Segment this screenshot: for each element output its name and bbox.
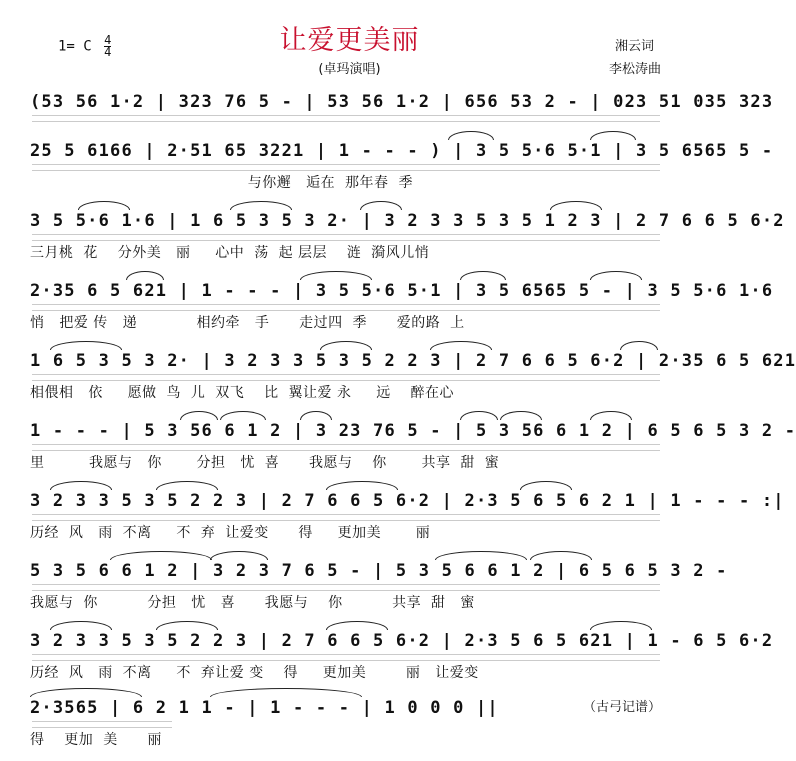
lyricist-credit: 湘云词 xyxy=(614,39,654,54)
beam-line xyxy=(32,584,660,591)
lyrics-line: 里 我愿与 你 分担 忧 喜 我愿与 你 共享 甜 蜜 xyxy=(30,455,500,471)
notation-line: 3 2 3 3 5 3 5 2 2 3 | 2 7 6 6 5 6·2 | 2·3 5 6 5 621 | 1 - 6 5 6·2 xyxy=(30,631,774,651)
beam-line xyxy=(32,654,660,661)
composer-credit: 李松涛曲 xyxy=(608,62,661,77)
song-title: 让爱更美丽 xyxy=(279,25,420,56)
beam-line xyxy=(32,115,660,122)
time-top: 4 xyxy=(104,33,112,47)
lyrics-line: 我愿与 你 分担 忧 喜 我愿与 你 共享 甜 蜜 xyxy=(30,595,475,611)
key-label: 1= C xyxy=(58,38,92,55)
notation-line: 5 3 5 6 6 1 2 | 3 2 3 7 6 5 - | 5 3 5 6 6 1 2 | 6 5 6 5 3 2 - xyxy=(30,561,728,581)
notation-line: 1 - - - | 5 3 56 6 1 2 | 3 23 76 5 - | 5 3 56 6 1 2 | 6 5 6 5 3 2 - xyxy=(30,421,796,441)
lyrics-line: 悄 把爱 传 递 相约牵 手 走过四 季 爱的路 上 xyxy=(30,315,465,331)
transcriber-credit: （古弓记谱） xyxy=(582,700,661,715)
beam-line xyxy=(32,304,660,311)
notation-line: 3 2 3 3 5 3 5 2 2 3 | 2 7 6 6 5 6·2 | 2·3 5 6 5 6 2 1 | 1 - - - :| xyxy=(30,491,785,511)
time-signature xyxy=(104,35,111,58)
time-bottom: 4 xyxy=(104,45,112,59)
lyrics-line: 历经 风 雨 不离 不 弃让爱 变 得 更加美 丽 让爱变 xyxy=(30,665,479,681)
singer-credit: (卓玛演唱) xyxy=(318,62,381,77)
lyrics-line: 与你邂 逅在 那年春 季 xyxy=(30,175,413,191)
notation-line: 25 5 6166 | 2·51 65 3221 | 1 - - - ) | 3 5 5·6 5·1 | 3 5 6565 5 - xyxy=(30,141,774,161)
notation-line: 2·3565 | 6 2 1 1 - | 1 - - - | 1 0 0 0 || xyxy=(30,698,499,718)
lyrics-line: 得 更加 美 丽 xyxy=(30,732,162,748)
beam-line xyxy=(32,721,172,728)
beam-line xyxy=(32,374,660,381)
notation-line: 1 6 5 3 5 3 2· | 3 2 3 3 5 3 5 2 2 3 | 2 7 6 6 5 6·2 | 2·35 6 5 621 xyxy=(30,351,796,371)
beam-line xyxy=(32,234,660,241)
notation-line: 2·35 6 5 621 | 1 - - - | 3 5 5·6 5·1 | 3 5 6565 5 - | 3 5 5·6 1·6 xyxy=(30,281,774,301)
notation-line: 3 5 5·6 1·6 | 1 6 5 3 5 3 2· | 3 2 3 3 5 3 5 1 2 3 | 2 7 6 6 5 6·2 xyxy=(30,211,785,231)
lyrics-line: 三月桃 花 分外美 丽 心中 荡 起 层层 涟 漪风儿悄 xyxy=(30,245,430,261)
key-signature xyxy=(58,35,111,58)
lyrics-line: 历经 风 雨 不离 不 弃 让爱变 得 更加美 丽 xyxy=(30,525,431,541)
beam-line xyxy=(32,444,660,451)
beam-line xyxy=(32,514,660,521)
lyrics-line: 相偎相 依 愿做 鸟 儿 双飞 比 翼让爱 永 远 醉在心 xyxy=(30,385,455,401)
notation-line: (53 56 1·2 | 323 76 5 - | 53 56 1·2 | 656 53 2 - | 023 51 035 323 xyxy=(30,92,774,112)
beam-line xyxy=(32,164,660,171)
